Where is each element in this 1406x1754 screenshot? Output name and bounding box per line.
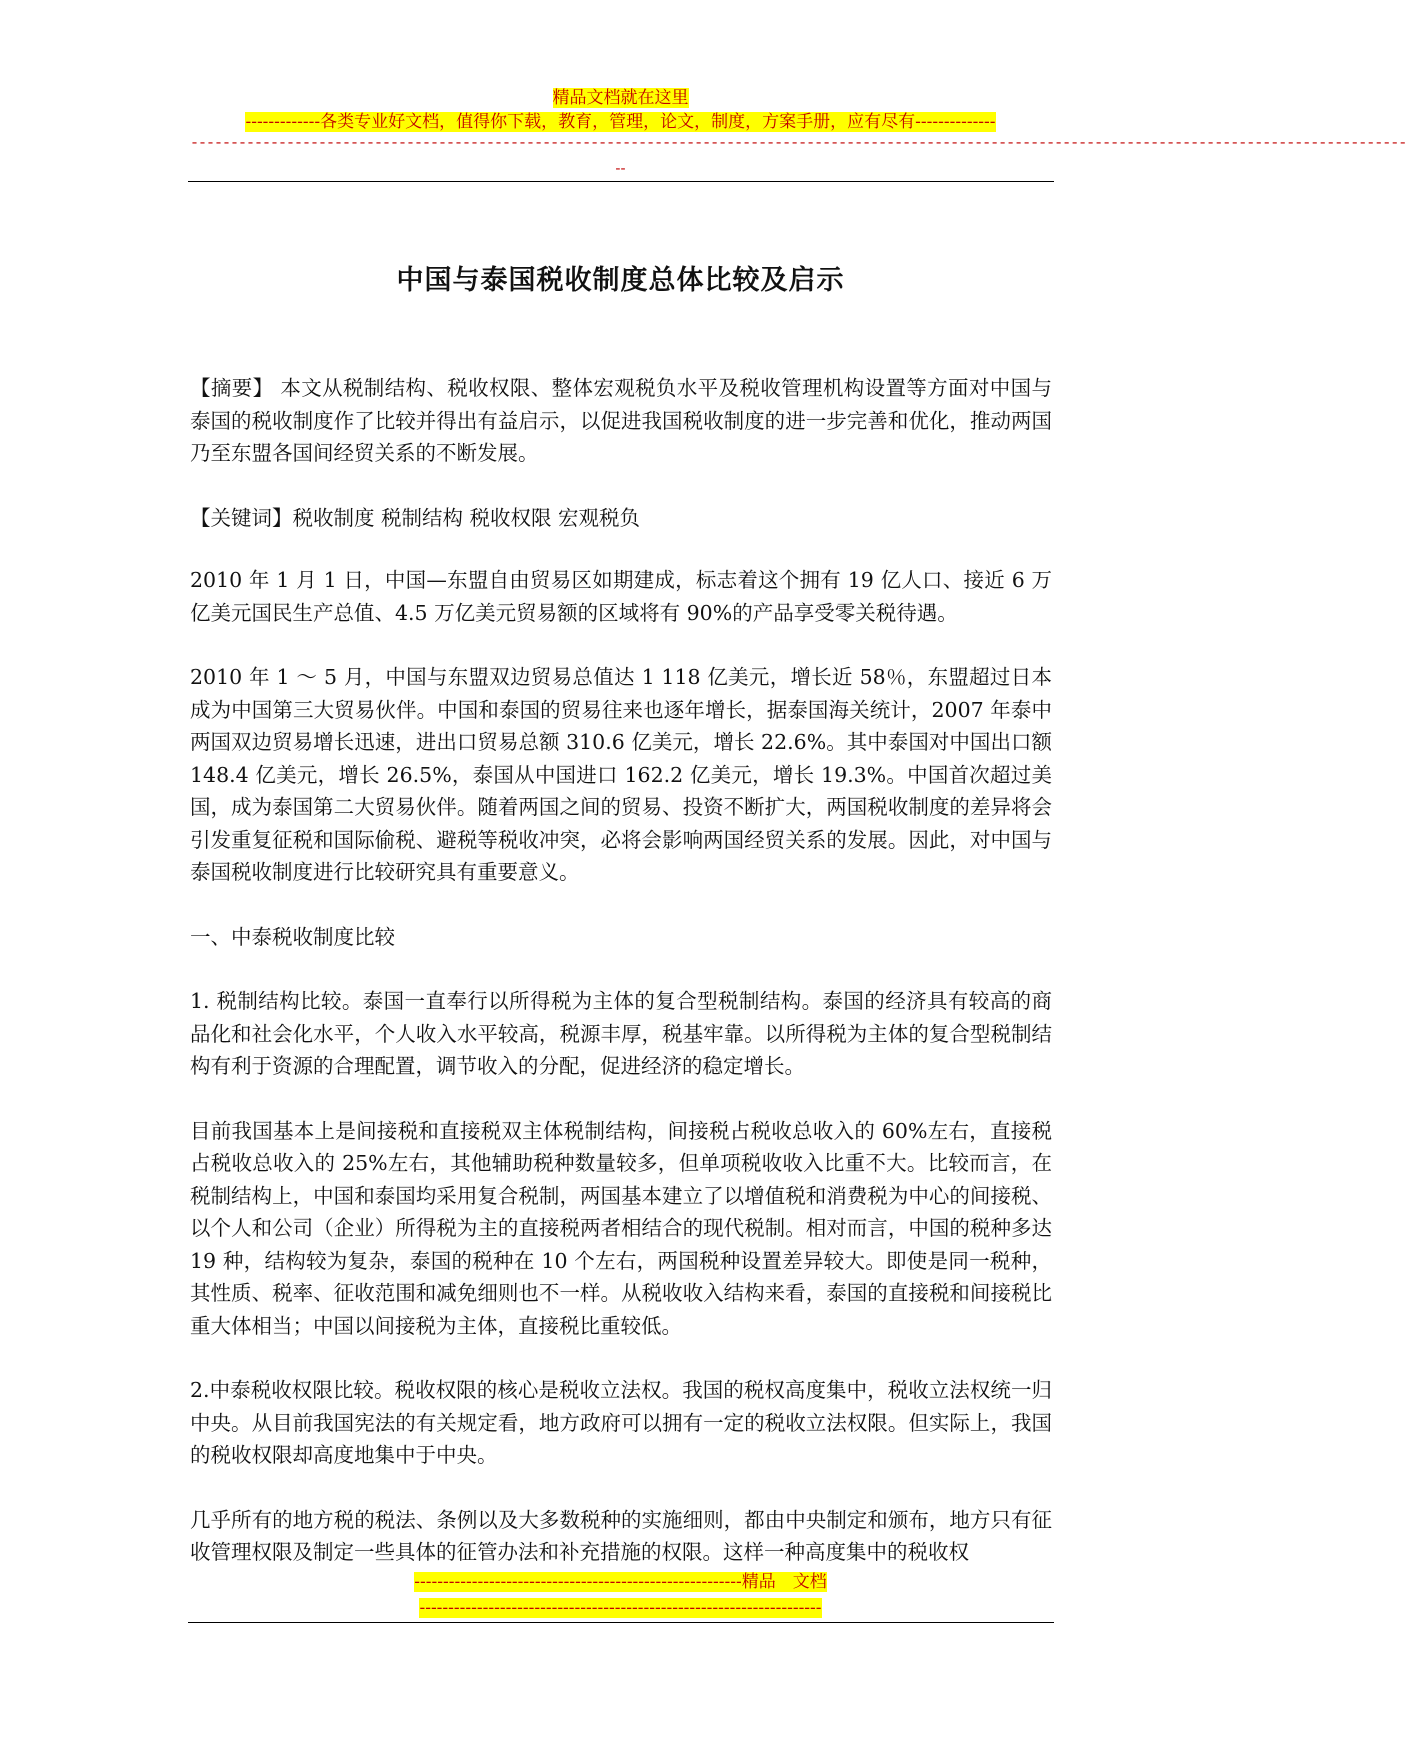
body-paragraph: 1. 税制结构比较。泰国一直奉行以所得税为主体的复合型税制结构。泰国的经济具有较高的商品化和社会化水平，个人收入水平较高，税源丰厚，税基牢靠。以所得税为主体的复合型税制结构有利于资源的合理配置，调节收入的分配，促进经济的稳定增长。 [190, 989, 1052, 1078]
header-banner-tagline-text: -------------各类专业好文档，值得你下载，教育，管理，论文，制度，方案手册，应有尽有-------------- [245, 112, 996, 132]
footer-line-2 [0, 1598, 1241, 1618]
document-body [190, 372, 1052, 1601]
header-dash-line: -------------------------------------------------------------------------------------------------------------------------------------------------------- [190, 135, 1406, 152]
header-dash-tail: -- [615, 159, 626, 177]
footer-line-1-text: ---------------------------------------------------------精品 文档 [414, 1572, 827, 1592]
body-paragraph: 几乎所有的地方税的税法、条例以及大多数税种的实施细则，都由中央制定和颁布，地方只有征收管理权限及制定一些具体的征管办法和补充措施的权限。这样一种高度集中的税收权 [190, 1507, 1052, 1564]
body-paragraph: 2010 年 1 月 1 日，中国—东盟自由贸易区如期建成，标志着这个拥有 19 亿人口、接近 6 万亿美元国民生产总值、4.5 万亿美元贸易额的区域将有 90%的产品享受零关税待遇。 [190, 568, 1052, 625]
footer-rule [188, 1622, 1054, 1623]
footer-line-2-text: ---------------------------------------------------------------------- [419, 1598, 822, 1618]
abstract-paragraph: 【摘要】 本文从税制结构、税收权限、整体宏观税负水平及税收管理机构设置等方面对中国与泰国的税收制度作了比较并得出有益启示，以促进我国税收制度的进一步完善和优化，推动两国乃至东盟各国间经贸关系的不断发展。 [190, 376, 1052, 465]
keywords-paragraph: 【关键词】税收制度 税制结构 税收权限 宏观税负 [190, 505, 641, 530]
body-paragraph: 2.中泰税收权限比较。税收权限的核心是税收立法权。我国的税权高度集中，税收立法权统一归中央。从目前我国宪法的有关规定看，地方政府可以拥有一定的税收立法权限。但实际上，我国的税收权限却高度地集中于中央。 [190, 1378, 1052, 1467]
body-paragraph: 2010 年 1 ～ 5 月，中国与东盟双边贸易总值达 1 118 亿美元，增长近 58％，东盟超过日本成为中国第三大贸易伙伴。中国和泰国的贸易往来也逐年增长，据泰国海关统计，2007 年泰中两国双边贸易增长迅速，进出口贸易总额 310.6 亿美元，增长 22.6%。其中泰国对中国出口额 148.4 亿美元，增长 26.5%，泰国从中国进口 162.2 亿美元，增长 19.3%。中国首次超过美国，成为泰国第二大贸易伙伴。随着两国之间的贸易、投资不断扩大，两国税收制度的差异将会引发重复征税和国际偷税、避税等税收冲突，必将会影响两国经贸关系的发展。因此，对中国与泰国税收制度进行比较研究具有重要意义。 [190, 665, 1052, 884]
header-rule [188, 181, 1054, 182]
section-heading: 一、中泰税收制度比较 [190, 924, 395, 949]
header-banner-tagline [0, 112, 1241, 132]
footer-line-1 [0, 1572, 1241, 1592]
document-title: 中国与泰国税收制度总体比较及启示 [396, 265, 845, 296]
header-banner-title-text: 精品文档就在这里 [552, 88, 689, 108]
body-paragraph: 目前我国基本上是间接税和直接税双主体税制结构，间接税占税收总收入的 60%左右，直接税占税收总收入的 25%左右，其他辅助税种数量较多，但单项税收收入比重不大。比较而言，在税制结构上，中国和泰国均采用复合税制，两国基本建立了以增值税和消费税为中心的间接税、以个人和公司（企业）所得税为主的直接税两者相结合的现代税制。相对而言，中国的税种多达 19 种，结构较为复杂，泰国的税种在 10 个左右，两国税种设置差异较大。即使是同一税种，其性质、税率、征收范围和减免细则也不一样。从税收收入结构来看，泰国的直接税和间接税比重大体相当；中国以间接税为主体，直接税比重较低。 [190, 1118, 1052, 1338]
header-banner-title [0, 88, 1241, 108]
